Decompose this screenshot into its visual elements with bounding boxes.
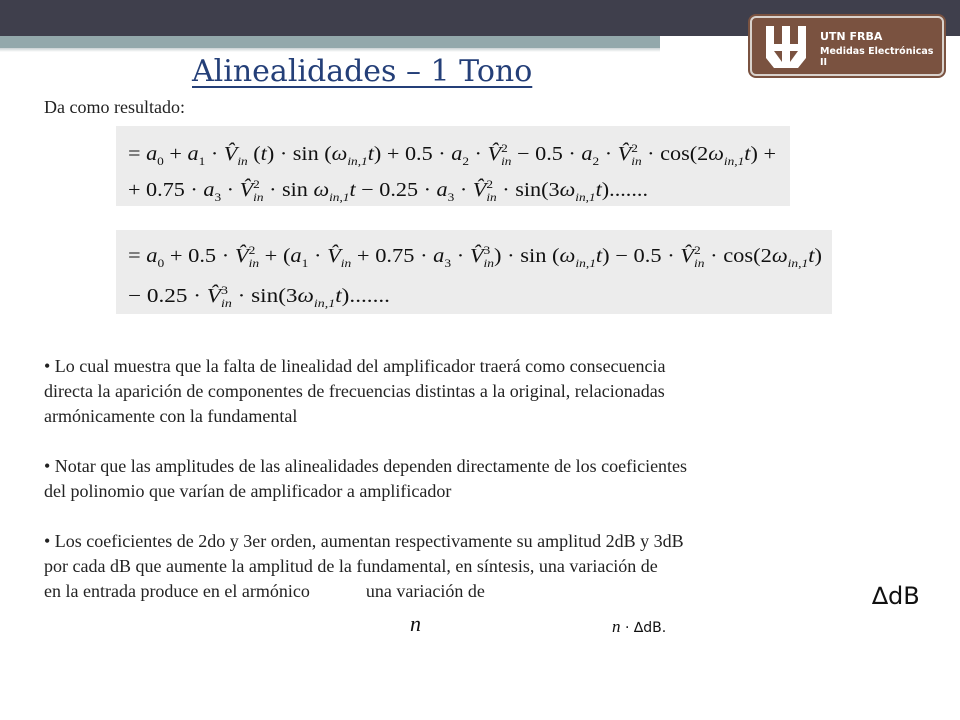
bullet-list [44,354,924,604]
utn-emblem-icon [760,22,812,72]
header-accent-shadow [0,48,660,52]
utn-logo [750,16,944,76]
harmonic-n-symbol: n [410,611,421,636]
n-delta-db-expression [612,617,666,637]
logo-subtitle: Medidas Electrónicas II [820,46,934,68]
slide-title: Alinealidades – 1 Tono [192,54,533,89]
equation-2-line-1: = a0 + 0.5 · V̂in² + (a1 · V̂in + 0.75 · a3 · V̂in³) · sin (ωin,1 t) − 0.5 · V̂in² · cos(2ωin,1 $t)= a_0 + 0.5$ · V̂$^2$ in + ( $a_1$ · $V̂_{in} + 0.75 \cdot a_3$ · V̂$^3$ in) · sin ( ω $_{in,1}$ t) − 0.5 · V̂$^2$ in · cos(2 ω $_{in,1}$ t) [128,243,822,270]
bullet-3-line-3-start: en la entrada produce en el armónico [44,581,310,601]
bullet-1-line-3: armónicamente con la fundamental [44,406,298,426]
equation-box-2 [116,230,832,314]
bullet-3-line-2: por cada dB que aumente la amplitud de la fundamental, en síntesis, una variación de [44,556,658,576]
bullet-3-line-3-end: una variación de [365,581,485,601]
equation-box-1 [116,126,790,206]
n-delta-db-n: n [612,617,621,636]
bullet-2-line-1: • Notar que las amplitudes de las alinealidades dependen directamente de los coeficientes [44,456,688,476]
bullet-1-line-1: • Lo cual muestra que la falta de linealidad del amplificador traerá como consecuencia [44,356,666,376]
equation-1-line-2: + 0.75 · a3 · V̂in² · sin ωin,1 t − 0.25 · a3 · V̂in² · sin(3ωin,1 $t).......+ 0.75 \cdot a_3$ · V̂$^2$ in · sin ω $_{in,1}$ $t - 0.25 \cdot a_3$ · V̂$^2$ in · sin(3 ω $_{in,1}$ t)....... [128,177,645,204]
header-accent-bar [0,36,660,48]
trailing-dot: . [661,620,667,636]
equation-1-line-1: = a0 + a1 · V̂in(t) · sin (ωin,1 t) + 0.5 · a2 · V̂in² − 0.5 · a2 · V̂in² · cos(2ωin,1 $t) += a_0 + a_1$ · $V̂_{in}$ (t) · sin ( ω $_{in,1}$ $t) + 0.5 \cdot a_2$ · V̂$^2$ in − $0.5 \cdot a_2$ · V̂$^2$ in · cos(2 ω $_{in,1}$ t) + [128,141,774,168]
bullet-3-line-1: • Los coeficientes de 2do y 3er orden, aumentan respectivamente su amplitud 2dB y 3dB [44,531,684,551]
intro-text: Da como resultado: [44,97,185,117]
equation-2-line-2: − 0.25 · V̂in³ · sin(3ωin,1 t).......− 0.25 · V̂ $^3$ in · sin(3 ω $_{in,1}$ t)....... [128,283,385,310]
bullet-1-line-2: directa la aparición de componentes de frecuencias distintas a la original, relacionadas [44,381,665,401]
logo-title: UTN FRBA [820,30,883,43]
delta-db-symbol: ∆dB [872,582,920,610]
bullet-3-line-3 [44,579,924,604]
bullet-2-line-2: del polinomio que varían de amplificador a amplificador [44,481,452,501]
n-delta-db-rest: · ∆dB [620,620,662,636]
